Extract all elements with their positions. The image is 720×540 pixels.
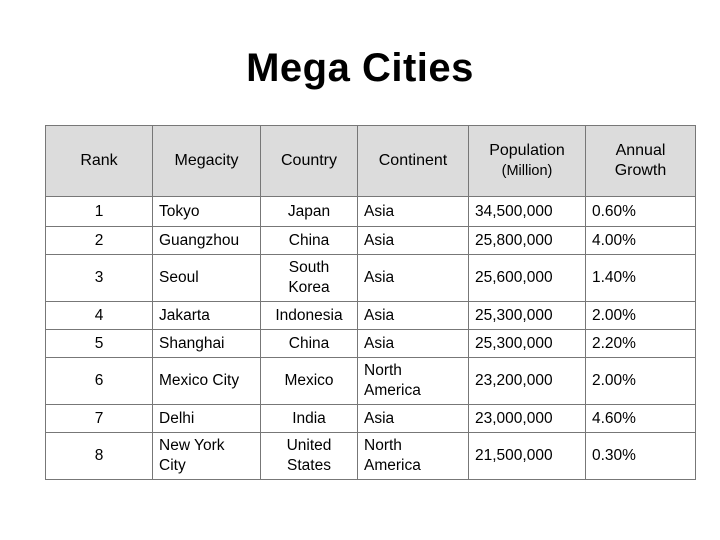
cell-population: 25,300,000 — [469, 330, 586, 358]
cell-population: 23,200,000 — [469, 358, 586, 405]
cell-continent: North America — [358, 358, 469, 405]
cell-city: New York City — [153, 433, 261, 480]
cell-rank: 6 — [46, 358, 153, 405]
cell-rank: 1 — [46, 197, 153, 227]
header-country: Country — [261, 126, 358, 197]
cell-growth: 2.00% — [586, 358, 696, 405]
cell-rank: 5 — [46, 330, 153, 358]
table-row — [46, 330, 696, 358]
table-row — [46, 302, 696, 330]
cell-growth: 1.40% — [586, 255, 696, 302]
cell-continent: Asia — [358, 255, 469, 302]
cell-growth: 0.30% — [586, 433, 696, 480]
cell-country: Indonesia — [261, 302, 358, 330]
cell-continent: Asia — [358, 302, 469, 330]
header-population — [469, 126, 586, 197]
header-continent: Continent — [358, 126, 469, 197]
header-rank: Rank — [46, 126, 153, 197]
cell-rank: 7 — [46, 405, 153, 433]
cell-city: Shanghai — [153, 330, 261, 358]
header-megacity: Megacity — [153, 126, 261, 197]
cell-population: 25,600,000 — [469, 255, 586, 302]
cell-city: Tokyo — [153, 197, 261, 227]
table-row — [46, 255, 696, 302]
cell-growth: 4.00% — [586, 227, 696, 255]
cell-city: Jakarta — [153, 302, 261, 330]
megacities-table — [45, 125, 696, 480]
table-row — [46, 197, 696, 227]
table-row — [46, 433, 696, 480]
cell-country: India — [261, 405, 358, 433]
cell-rank: 3 — [46, 255, 153, 302]
table-row — [46, 227, 696, 255]
table-header-row — [46, 126, 696, 197]
cell-population: 23,000,000 — [469, 405, 586, 433]
cell-country: United States — [261, 433, 358, 480]
cell-rank: 8 — [46, 433, 153, 480]
cell-rank: 4 — [46, 302, 153, 330]
cell-country: China — [261, 227, 358, 255]
page-title: Mega Cities — [246, 46, 474, 90]
cell-growth: 2.00% — [586, 302, 696, 330]
cell-city: Mexico City — [153, 358, 261, 405]
cell-rank: 2 — [46, 227, 153, 255]
cell-city: Seoul — [153, 255, 261, 302]
cell-growth: 0.60% — [586, 197, 696, 227]
cell-continent: North America — [358, 433, 469, 480]
cell-population: 25,800,000 — [469, 227, 586, 255]
cell-population: 21,500,000 — [469, 433, 586, 480]
cell-continent: Asia — [358, 330, 469, 358]
cell-continent: Asia — [358, 227, 469, 255]
cell-country: China — [261, 330, 358, 358]
header-population-label: Population — [489, 142, 565, 159]
cell-country: Japan — [261, 197, 358, 227]
cell-population: 34,500,000 — [469, 197, 586, 227]
cell-growth: 4.60% — [586, 405, 696, 433]
cell-continent: Asia — [358, 405, 469, 433]
cell-city: Guangzhou — [153, 227, 261, 255]
cell-continent: Asia — [358, 197, 469, 227]
cell-country: South Korea — [261, 255, 358, 302]
cell-growth: 2.20% — [586, 330, 696, 358]
cell-population: 25,300,000 — [469, 302, 586, 330]
table-row — [46, 405, 696, 433]
cell-country: Mexico — [261, 358, 358, 405]
cell-city: Delhi — [153, 405, 261, 433]
table-row — [46, 358, 696, 405]
header-population-unit: (Million) — [501, 163, 553, 179]
header-growth: Annual Growth — [586, 126, 696, 197]
